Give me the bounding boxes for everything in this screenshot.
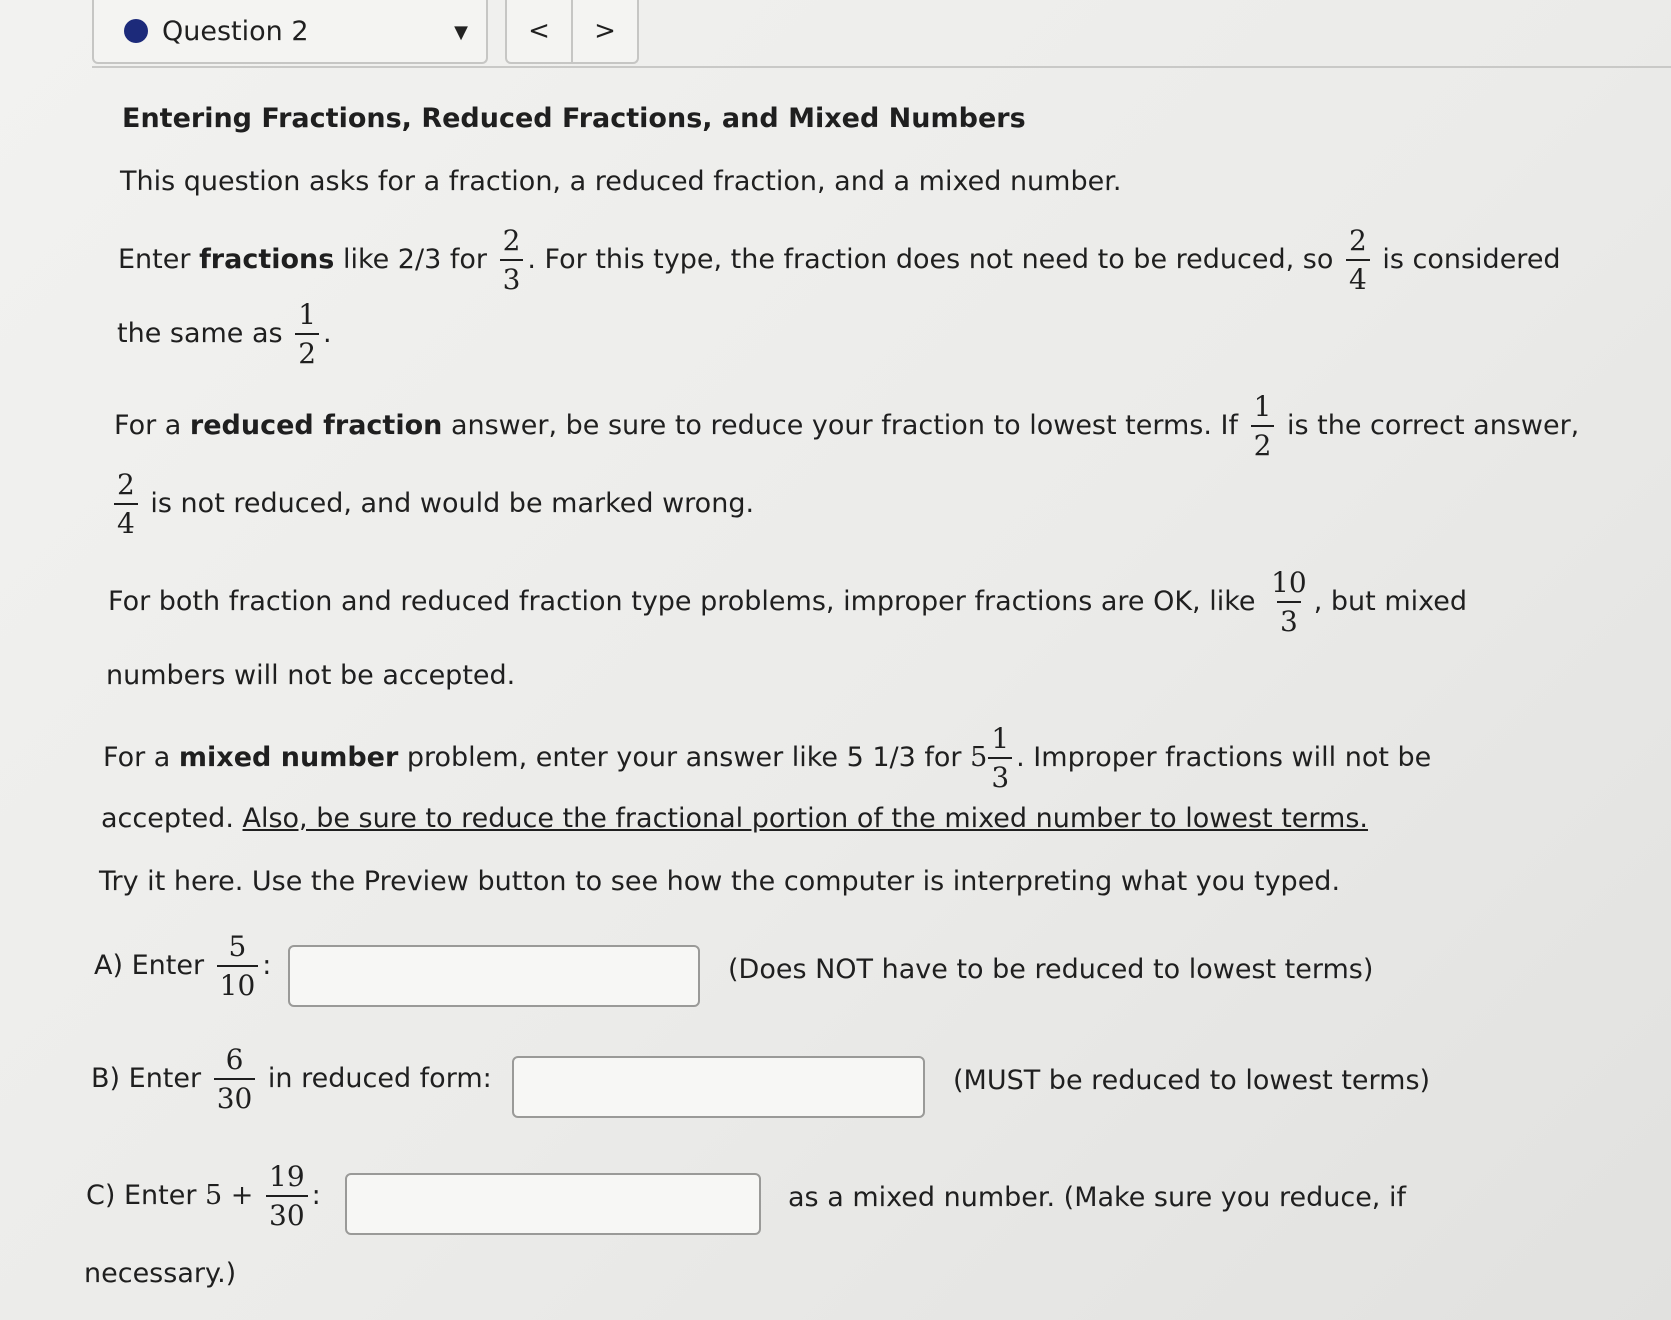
bold-term: fractions: [199, 243, 335, 275]
fraction: [500, 226, 524, 295]
text: , but mixed: [1313, 585, 1468, 617]
part-a-prompt: [94, 932, 271, 1001]
paragraph-improper-line2: numbers will not be accepted.: [106, 660, 516, 691]
intro-text: This question asks for a fraction, a reduced fraction, and a mixed number.: [120, 166, 1122, 197]
numerator: 2: [117, 468, 135, 501]
part-b-prompt: [91, 1045, 492, 1114]
denominator: 2: [295, 333, 319, 368]
part-c-prompt: [86, 1162, 321, 1231]
part-b-label: B) Enter: [91, 1062, 210, 1094]
part-b-note: (MUST be reduced to lowest terms): [953, 1065, 1431, 1096]
numerator: 10: [1271, 566, 1307, 599]
colon: :: [262, 949, 272, 981]
text: in reduced form:: [259, 1062, 492, 1094]
part-c-note-continued: necessary.): [84, 1258, 237, 1289]
part-a-note: (Does NOT have to be reduced to lowest terms): [728, 954, 1374, 985]
numerator: 19: [269, 1160, 305, 1193]
question-title: Entering Fractions, Reduced Fractions, and Mixed Numbers: [122, 103, 1026, 134]
denominator: 4: [1346, 259, 1370, 294]
part-c-note: as a mixed number. (Make sure you reduce, if: [788, 1182, 1406, 1213]
paragraph-reduced-line2: [114, 470, 754, 539]
numerator: 6: [225, 1043, 244, 1076]
denominator: 30: [214, 1078, 256, 1113]
part-a-label: A) Enter: [94, 949, 213, 981]
bold-term: mixed number: [178, 741, 399, 773]
text: . For this type, the fraction does not need to be reduced, so: [527, 243, 1342, 275]
previous-question-button[interactable]: <: [505, 0, 573, 64]
denominator: 2: [1251, 425, 1275, 460]
text: For both fraction and reduced fraction type problems, improper fractions are OK, like: [108, 585, 1265, 617]
paragraph-fractions-line2: [117, 300, 332, 369]
denominator: 3: [500, 259, 524, 294]
fraction: [217, 932, 259, 1001]
numerator: 2: [502, 224, 521, 257]
fraction: [114, 470, 138, 539]
paragraph-reduced-line1: [114, 392, 1579, 461]
denominator: 10: [217, 965, 259, 1000]
text: accepted.: [101, 803, 243, 834]
paragraph-improper-line1: [108, 568, 1467, 637]
colon: :: [311, 1179, 321, 1211]
fraction: [1251, 392, 1275, 461]
fraction: [266, 1162, 308, 1231]
bold-term: reduced fraction: [189, 409, 443, 441]
fraction: [1268, 568, 1310, 637]
text: answer, be sure to reduce your fraction to lowest terms. If: [442, 409, 1247, 441]
math-expression: 5 +: [205, 1179, 262, 1211]
numerator: 1: [991, 722, 1010, 755]
numerator: 1: [298, 298, 317, 331]
denominator: 3: [1277, 601, 1301, 636]
part-c-label: C) Enter: [86, 1179, 206, 1211]
text: is the correct answer,: [1278, 409, 1580, 441]
paragraph-fractions-line1: [118, 226, 1561, 295]
fraction: [988, 724, 1012, 793]
text: Enter: [118, 243, 200, 275]
text: . Improper fractions will not be: [1016, 741, 1432, 773]
underlined-instruction: Also, be sure to reduce the fractional portion of the mixed number to lowest terms.: [242, 803, 1368, 834]
try-it-text: Try it here. Use the Preview button to see how the computer is interpreting what you typed.: [99, 866, 1341, 897]
text: is not reduced, and would be marked wrong.: [141, 487, 755, 519]
text: problem, enter your answer like 5 1/3 for: [398, 741, 971, 773]
text: like 2/3 for: [334, 243, 496, 275]
denominator: 3: [988, 757, 1012, 792]
text: the same as: [117, 317, 292, 349]
denominator: 30: [266, 1195, 308, 1230]
question-label: Question 2: [162, 15, 309, 47]
caret-down-icon: ▼: [454, 22, 468, 43]
text: For a: [103, 741, 179, 773]
numerator: 1: [1253, 390, 1272, 423]
numerator: 2: [1348, 224, 1367, 257]
denominator: 4: [114, 503, 138, 538]
part-c-answer-input[interactable]: [345, 1173, 761, 1235]
text: is considered: [1373, 243, 1561, 275]
fraction: [1346, 226, 1370, 295]
paragraph-mixed-line1: [103, 724, 1431, 793]
text: For a: [114, 409, 190, 441]
numerator: 5: [228, 930, 247, 963]
part-a-answer-input[interactable]: [288, 945, 700, 1007]
text: .: [323, 317, 332, 349]
mixed-whole-part: 5: [970, 741, 988, 773]
next-question-button[interactable]: >: [573, 0, 639, 64]
paragraph-mixed-line2: [101, 803, 1368, 834]
fraction: [214, 1045, 256, 1114]
fraction: [295, 300, 319, 369]
part-b-answer-input[interactable]: [512, 1056, 925, 1118]
